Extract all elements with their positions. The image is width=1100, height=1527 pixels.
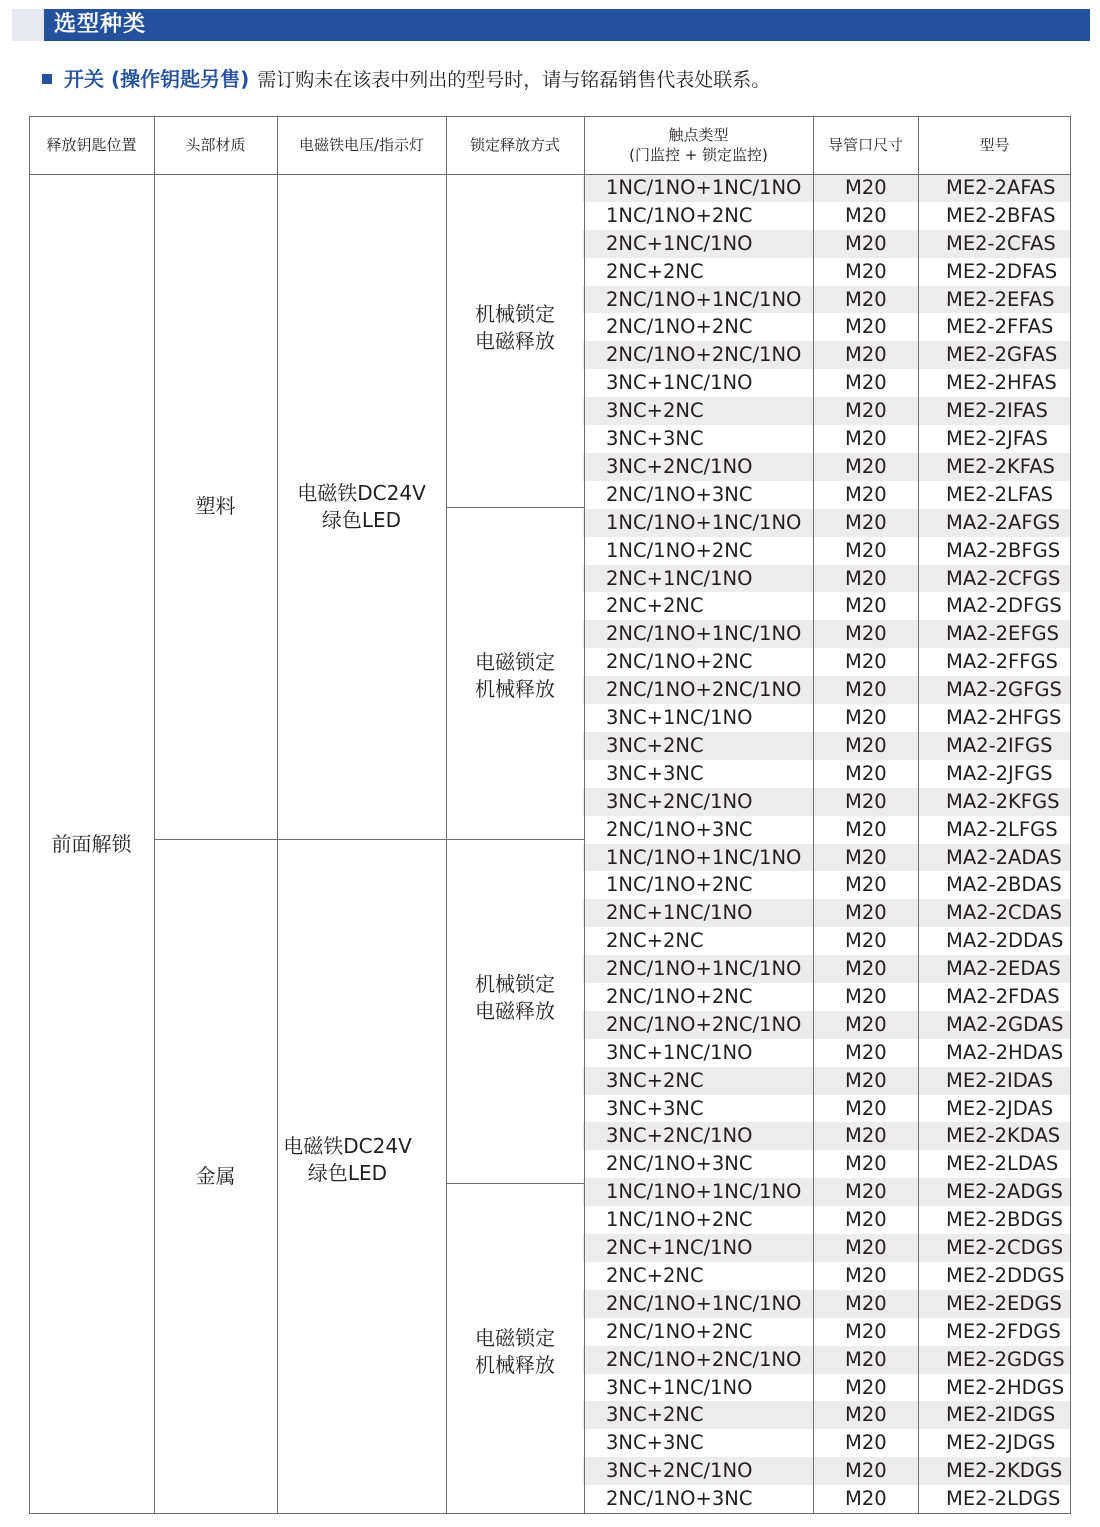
contact-type-cell: 3NC+2NC/1NO: [606, 789, 753, 813]
table-row: [583, 258, 1071, 286]
conduit-size-cell: M20: [845, 343, 887, 367]
selection-table: [29, 116, 1071, 1514]
contact-type-cell: 1NC/1NO+2NC: [606, 873, 753, 897]
table-row: [583, 1011, 1071, 1039]
model-cell: ME2-2JFAS: [946, 427, 1048, 451]
col-divider-3: [446, 116, 447, 1514]
conduit-size-cell: M20: [845, 1403, 887, 1427]
conduit-size-cell: M20: [845, 1347, 887, 1371]
contact-type-cell: 2NC+1NC/1NO: [606, 566, 753, 590]
contact-type-cell: 2NC/1NO+2NC: [606, 1319, 753, 1343]
table-row: [583, 927, 1071, 955]
header-head-material: 头部材质: [185, 136, 246, 154]
conduit-size-cell: M20: [845, 538, 887, 562]
contact-type-cell: 2NC/1NO+1NC/1NO: [606, 287, 802, 311]
contact-type-cell: 3NC+3NC: [606, 761, 704, 785]
table-row: [583, 1262, 1071, 1290]
header-model: 型号: [979, 136, 1010, 154]
model-cell: ME2-2AFAS: [946, 176, 1056, 199]
method-divider-2: [446, 1183, 584, 1184]
conduit-size-cell: M20: [845, 1319, 887, 1343]
contact-type-cell: 2NC+2NC: [606, 594, 704, 618]
conduit-size-cell: M20: [845, 1040, 887, 1064]
conduit-size-cell: M20: [845, 678, 887, 702]
table-row: [583, 1318, 1071, 1346]
model-cell: MA2-2EFGS: [946, 622, 1060, 646]
conduit-size-cell: M20: [845, 761, 887, 785]
contact-type-cell: 2NC+2NC: [606, 259, 704, 283]
material-plastic-value: 塑料: [195, 494, 236, 518]
release-key-position-cell: [29, 174, 154, 1514]
contact-type-cell: 3NC+2NC: [606, 399, 704, 423]
table-row: [583, 369, 1071, 397]
model-cell: MA2-2HDAS: [946, 1040, 1064, 1064]
contact-type-cell: 2NC+1NC/1NO: [606, 1236, 753, 1260]
contact-type-cell: 1NC/1NO+1NC/1NO: [606, 845, 802, 869]
table-row: [583, 565, 1071, 593]
section-title: 选型种类: [54, 12, 147, 37]
method-1-line2: 电磁释放: [475, 328, 555, 353]
table-row: [583, 425, 1071, 453]
model-cell: ME2-2JDGS: [946, 1431, 1056, 1455]
model-cell: MA2-2CFGS: [946, 566, 1061, 590]
method-4-line2: 机械释放: [475, 1352, 555, 1377]
model-cell: MA2-2DDAS: [946, 929, 1064, 953]
section-header-bar: [12, 9, 1090, 41]
conduit-size-cell: M20: [845, 873, 887, 897]
model-cell: ME2-2LDAS: [946, 1152, 1059, 1176]
header-conduit-size: 导管口尺寸: [827, 136, 903, 154]
conduit-size-cell: M20: [845, 929, 887, 953]
table-row: [583, 537, 1071, 565]
contact-type-cell: 2NC+1NC/1NO: [606, 231, 753, 255]
table-row: [583, 620, 1071, 648]
section-header-accent: [12, 9, 44, 41]
table-row: [583, 592, 1071, 620]
conduit-size-cell: M20: [845, 1487, 887, 1511]
table-row: [583, 202, 1071, 230]
table-row: [583, 1095, 1071, 1123]
contact-type-cell: 3NC+2NC: [606, 1068, 704, 1092]
subtitle-line: [42, 62, 770, 96]
conduit-size-cell: M20: [845, 1124, 887, 1148]
contact-type-cell: 3NC+2NC: [606, 733, 704, 757]
conduit-size-cell: M20: [845, 231, 887, 255]
model-cell: ME2-2KDAS: [946, 1124, 1061, 1148]
method-2-line2: 机械释放: [475, 677, 555, 701]
table-row: [583, 899, 1071, 927]
contact-type-cell: 2NC+1NC/1NO: [606, 901, 753, 925]
material-metal-value: 金属: [195, 1164, 236, 1188]
contact-type-cell: 2NC/1NO+3NC: [606, 1487, 753, 1511]
contact-type-cell: 2NC/1NO+2NC/1NO: [606, 1347, 802, 1371]
conduit-size-cell: M20: [845, 706, 887, 730]
model-cell: MA2-2KFGS: [946, 789, 1060, 813]
model-cell: MA2-2GDAS: [946, 1012, 1064, 1036]
conduit-size-cell: M20: [845, 622, 887, 646]
conduit-size-cell: M20: [845, 1431, 887, 1455]
conduit-size-cell: M20: [845, 1068, 887, 1092]
model-cell: ME2-2JDAS: [946, 1096, 1054, 1120]
header-contact-type-title: 触点类型: [668, 126, 729, 144]
table-row: [583, 1150, 1071, 1178]
voltage-cell-plastic: [277, 174, 446, 839]
method-cell-3: [446, 839, 584, 1183]
col-divider-5: [813, 116, 814, 1514]
model-cell: ME2-2IDAS: [946, 1068, 1054, 1092]
conduit-size-cell: M20: [845, 482, 887, 506]
table-row: [583, 648, 1071, 676]
table-row: [583, 1485, 1071, 1513]
table-row: [583, 230, 1071, 258]
model-cell: MA2-2BFGS: [946, 538, 1061, 562]
model-cell: ME2-2LDGS: [946, 1487, 1061, 1511]
conduit-size-cell: M20: [845, 1236, 887, 1260]
conduit-size-cell: M20: [845, 454, 887, 478]
model-cell: MA2-2HFGS: [946, 706, 1062, 730]
table-row: [583, 481, 1071, 509]
table-row: [583, 844, 1071, 872]
model-cell: ME2-2FFAS: [946, 315, 1054, 339]
method-divider-1: [446, 507, 584, 508]
method-cell-4: [446, 1183, 584, 1514]
contact-type-cell: 3NC+1NC/1NO: [606, 371, 753, 395]
contact-type-cell: 3NC+3NC: [606, 427, 704, 451]
model-cell: MA2-2ADAS: [946, 845, 1062, 869]
header-voltage-indicator: 电磁铁电压/指示灯: [298, 136, 425, 154]
table-row: [583, 286, 1071, 314]
conduit-size-cell: M20: [845, 287, 887, 311]
contact-type-cell: 3NC+1NC/1NO: [606, 1040, 753, 1064]
border-top: [29, 116, 1071, 117]
voltage-cell-metal: [277, 839, 446, 1514]
contact-type-cell: 2NC/1NO+2NC: [606, 650, 753, 674]
model-cell: ME2-2HFAS: [946, 371, 1057, 395]
method-cell-2: [446, 507, 584, 839]
contact-type-cell: 1NC/1NO+2NC: [606, 1208, 753, 1232]
table-row: [583, 313, 1071, 341]
contact-type-cell: 3NC+1NC/1NO: [606, 706, 753, 730]
method-4-line1: 电磁锁定: [475, 1325, 555, 1350]
model-cell: MA2-2JFGS: [946, 761, 1053, 785]
conduit-size-cell: M20: [845, 399, 887, 423]
square-bullet-icon: [42, 74, 52, 84]
contact-type-cell: 1NC/1NO+2NC: [606, 203, 753, 227]
model-cell: MA2-2EDAS: [946, 957, 1061, 981]
header-contact-type-note: (门监控 + 锁定监控): [629, 146, 768, 164]
table-row: [583, 676, 1071, 704]
material-divider: [154, 839, 584, 840]
model-cell: ME2-2IDGS: [946, 1403, 1056, 1427]
contact-type-cell: 3NC+1NC/1NO: [606, 1375, 753, 1399]
conduit-size-cell: M20: [845, 650, 887, 674]
contact-type-cell: 3NC+2NC/1NO: [606, 454, 753, 478]
model-cell: ME2-2BFAS: [946, 203, 1056, 227]
model-cell: ME2-2DDGS: [946, 1263, 1065, 1287]
voltage-plastic-line2: 绿色LED: [321, 507, 402, 532]
model-cell: ME2-2CFAS: [946, 231, 1056, 255]
model-cell: ME2-2KDGS: [946, 1459, 1063, 1483]
table-row: [583, 732, 1071, 760]
conduit-size-cell: M20: [845, 566, 887, 590]
conduit-size-cell: M20: [845, 789, 887, 813]
conduit-size-cell: M20: [845, 1012, 887, 1036]
conduit-size-cell: M20: [845, 1096, 887, 1120]
material-cell-metal: [154, 839, 277, 1514]
model-cell: ME2-2KFAS: [946, 454, 1055, 478]
voltage-metal-line2: 绿色LED: [307, 1160, 388, 1185]
header-release-key-position: 释放钥匙位置: [46, 136, 137, 154]
contact-type-cell: 1NC/1NO+1NC/1NO: [606, 510, 802, 534]
table-row: [583, 1067, 1071, 1095]
conduit-size-cell: M20: [845, 594, 887, 618]
model-cell: ME2-2IFAS: [946, 399, 1048, 423]
conduit-size-cell: M20: [845, 901, 887, 925]
table-row: [583, 1234, 1071, 1262]
conduit-size-cell: M20: [845, 1263, 887, 1287]
contact-type-cell: 2NC/1NO+1NC/1NO: [606, 622, 802, 646]
method-1-line1: 机械锁定: [475, 301, 555, 326]
conduit-size-cell: M20: [845, 957, 887, 981]
contact-type-cell: 3NC+2NC: [606, 1403, 704, 1427]
conduit-size-cell: M20: [845, 371, 887, 395]
conduit-size-cell: M20: [845, 427, 887, 451]
conduit-size-cell: M20: [845, 817, 887, 841]
model-cell: ME2-2EFAS: [946, 287, 1055, 311]
model-cell: ME2-2ADGS: [946, 1180, 1063, 1204]
conduit-size-cell: M20: [845, 845, 887, 869]
table-row: [583, 174, 1071, 202]
col-divider-4: [584, 116, 585, 1514]
table-row: [583, 1346, 1071, 1374]
conduit-size-cell: M20: [845, 510, 887, 534]
table-row: [583, 816, 1071, 844]
contact-type-cell: 3NC+3NC: [606, 1431, 704, 1455]
method-3-line2: 电磁释放: [475, 999, 555, 1023]
table-row: [583, 397, 1071, 425]
col-divider-2: [277, 116, 278, 1514]
table-row: [583, 983, 1071, 1011]
header-lock-release-method: 锁定释放方式: [469, 136, 560, 154]
contact-type-cell: 1NC/1NO+2NC: [606, 538, 753, 562]
model-cell: ME2-2FDGS: [946, 1319, 1061, 1343]
table-row: [583, 955, 1071, 983]
model-cell: ME2-2EDGS: [946, 1291, 1062, 1315]
conduit-size-cell: M20: [845, 315, 887, 339]
contact-type-cell: 3NC+2NC/1NO: [606, 1459, 753, 1483]
col-divider-1: [154, 116, 155, 1514]
model-cell: MA2-2DFGS: [946, 594, 1062, 618]
table-row: [583, 1039, 1071, 1067]
model-cell: MA2-2IFGS: [946, 733, 1053, 757]
model-cell: ME2-2HDGS: [946, 1375, 1065, 1399]
material-cell-plastic: [154, 174, 277, 839]
conduit-size-cell: M20: [845, 176, 887, 199]
method-cell-1: [446, 174, 584, 507]
table-row: [583, 1178, 1071, 1206]
border-right: [1070, 116, 1071, 1514]
contact-type-cell: 3NC+3NC: [606, 1096, 704, 1120]
conduit-size-cell: M20: [845, 1291, 887, 1315]
contact-type-cell: 2NC/1NO+2NC/1NO: [606, 1012, 802, 1036]
conduit-size-cell: M20: [845, 1152, 887, 1176]
table-row: [583, 704, 1071, 732]
contact-type-cell: 2NC/1NO+3NC: [606, 817, 753, 841]
conduit-size-cell: M20: [845, 1180, 887, 1204]
table-row: [583, 453, 1071, 481]
table-row: [583, 509, 1071, 537]
table-row: [583, 1206, 1071, 1234]
method-3-line1: 机械锁定: [475, 972, 555, 996]
release-key-position-value: 前面解锁: [51, 831, 132, 856]
border-left: [29, 116, 30, 1514]
conduit-size-cell: M20: [845, 1459, 887, 1483]
model-cell: ME2-2DFAS: [946, 259, 1058, 283]
model-cell: MA2-2LFGS: [946, 817, 1058, 841]
contact-type-cell: 1NC/1NO+1NC/1NO: [606, 1180, 802, 1204]
model-cell: MA2-2BDAS: [946, 873, 1062, 897]
method-2-line1: 电磁锁定: [475, 650, 555, 674]
conduit-size-cell: M20: [845, 1375, 887, 1399]
contact-type-cell: 2NC+2NC: [606, 1263, 704, 1287]
contact-type-cell: 2NC/1NO+3NC: [606, 482, 753, 506]
table-row: [583, 1401, 1071, 1429]
border-bottom: [29, 1513, 1071, 1514]
header-divider: [29, 174, 1071, 175]
contact-type-cell: 2NC/1NO+1NC/1NO: [606, 957, 802, 981]
contact-type-cell: 2NC/1NO+2NC: [606, 315, 753, 339]
table-row: [583, 788, 1071, 816]
table-row: [583, 871, 1071, 899]
model-cell: ME2-2GDGS: [946, 1347, 1065, 1371]
contact-type-cell: 2NC/1NO+2NC/1NO: [606, 678, 802, 702]
model-cell: ME2-2GFAS: [946, 343, 1058, 367]
conduit-size-cell: M20: [845, 733, 887, 757]
conduit-size-cell: M20: [845, 984, 887, 1008]
voltage-metal-line1: 电磁铁DC24V: [283, 1133, 412, 1158]
table-row: [583, 1429, 1071, 1457]
table-row: [583, 1290, 1071, 1318]
conduit-size-cell: M20: [845, 259, 887, 283]
table-row: [583, 1122, 1071, 1150]
conduit-size-cell: M20: [845, 1208, 887, 1232]
subtitle-note: 需订购未在该表中列出的型号时，请与铭磊销售代表处联系。: [257, 69, 771, 91]
contact-type-cell: 3NC+2NC/1NO: [606, 1124, 753, 1148]
model-cell: MA2-2FFGS: [946, 650, 1058, 674]
table-row: [583, 1374, 1071, 1402]
contact-type-cell: 2NC+2NC: [606, 929, 704, 953]
model-cell: MA2-2AFGS: [946, 510, 1061, 534]
model-cell: MA2-2CDAS: [946, 901, 1063, 925]
contact-type-cell: 2NC/1NO+1NC/1NO: [606, 1291, 802, 1315]
header-contact-type: [584, 116, 813, 174]
contact-type-cell: 2NC/1NO+3NC: [606, 1152, 753, 1176]
voltage-plastic-line1: 电磁铁DC24V: [297, 480, 426, 505]
model-cell: ME2-2LFAS: [946, 482, 1054, 506]
model-cell: ME2-2CDGS: [946, 1236, 1064, 1260]
conduit-size-cell: M20: [845, 203, 887, 227]
contact-type-cell: 2NC/1NO+2NC: [606, 984, 753, 1008]
col-divider-6: [918, 116, 919, 1514]
model-cell: ME2-2BDGS: [946, 1208, 1063, 1232]
table-row: [583, 760, 1071, 788]
table-row: [583, 341, 1071, 369]
model-cell: MA2-2FDAS: [946, 984, 1060, 1008]
table-header: [29, 116, 1071, 174]
model-cell: MA2-2GFGS: [946, 678, 1062, 702]
contact-type-cell: 1NC/1NO+1NC/1NO: [606, 176, 802, 199]
table-row: [583, 1457, 1071, 1485]
contact-type-cell: 2NC/1NO+2NC/1NO: [606, 343, 802, 367]
subtitle-heading: 开关 (操作钥匙另售): [64, 67, 250, 91]
